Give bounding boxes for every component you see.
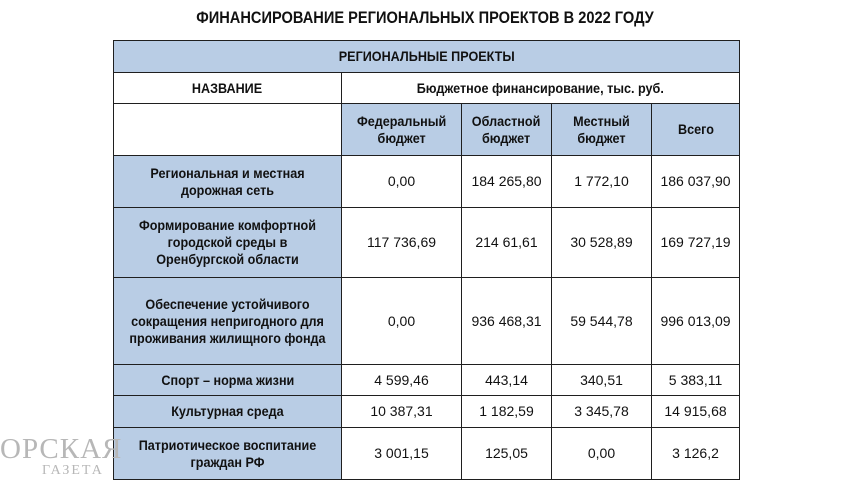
- page-title: ФИНАНСИРОВАНИЕ РЕГИОНАЛЬНЫХ ПРОЕКТОВ В 2022 ГОДУ: [196, 8, 654, 27]
- local-value: 340,51: [552, 365, 652, 396]
- name-column-header: НАЗВАНИЕ: [114, 73, 342, 104]
- project-name: Культурная среда: [114, 396, 342, 428]
- watermark-line1: ОРСКАЯ: [0, 433, 123, 465]
- watermark-line2: ГАЗЕТА: [42, 463, 104, 478]
- total-value: 996 013,09: [652, 278, 740, 365]
- empty-header-cell: [114, 104, 342, 156]
- project-name: Спорт – норма жизни: [114, 365, 342, 396]
- federal-value: 0,00: [342, 156, 462, 208]
- regional-value: 443,14: [462, 365, 552, 396]
- project-name: Региональная и местная дорожная сеть: [114, 156, 342, 208]
- total-value: 169 727,19: [652, 208, 740, 278]
- section-header: РЕГИОНАЛЬНЫЕ ПРОЕКТЫ: [114, 41, 740, 73]
- regional-value: 1 182,59: [462, 396, 552, 428]
- table-row: [114, 365, 740, 396]
- table-row: [114, 278, 740, 365]
- total-header: Всего: [652, 104, 740, 156]
- regional-value: 936 468,31: [462, 278, 552, 365]
- table-row: [114, 428, 740, 480]
- project-name: Патриотическое воспитание граждан РФ: [114, 428, 342, 480]
- total-value: 186 037,90: [652, 156, 740, 208]
- project-name: Формирование комфортной городской среды в Оренбургской области: [114, 208, 342, 278]
- federal-value: 117 736,69: [342, 208, 462, 278]
- local-value: 59 544,78: [552, 278, 652, 365]
- regional-value: 184 265,80: [462, 156, 552, 208]
- table-row: [114, 156, 740, 208]
- local-value: 1 772,10: [552, 156, 652, 208]
- federal-value: 4 599,46: [342, 365, 462, 396]
- federal-value: 10 387,31: [342, 396, 462, 428]
- table-row: [114, 396, 740, 428]
- table-row: [114, 208, 740, 278]
- federal-value: 3 001,15: [342, 428, 462, 480]
- budget-header: Бюджетное финансирование, тыс. руб.: [342, 73, 740, 104]
- project-name: Обеспечение устойчивого сокращения непригодного для проживания жилищного фонда: [114, 278, 342, 365]
- regional-value: 125,05: [462, 428, 552, 480]
- local-value: 0,00: [552, 428, 652, 480]
- local-budget-header: Местный бюджет: [552, 104, 652, 156]
- total-value: 5 383,11: [652, 365, 740, 396]
- regional-budget-header: Областной бюджет: [462, 104, 552, 156]
- total-value: 14 915,68: [652, 396, 740, 428]
- local-value: 3 345,78: [552, 396, 652, 428]
- local-value: 30 528,89: [552, 208, 652, 278]
- regional-value: 214 61,61: [462, 208, 552, 278]
- federal-budget-header: Федеральный бюджет: [342, 104, 462, 156]
- total-value: 3 126,2: [652, 428, 740, 480]
- federal-value: 0,00: [342, 278, 462, 365]
- regional-projects-table: [113, 40, 740, 480]
